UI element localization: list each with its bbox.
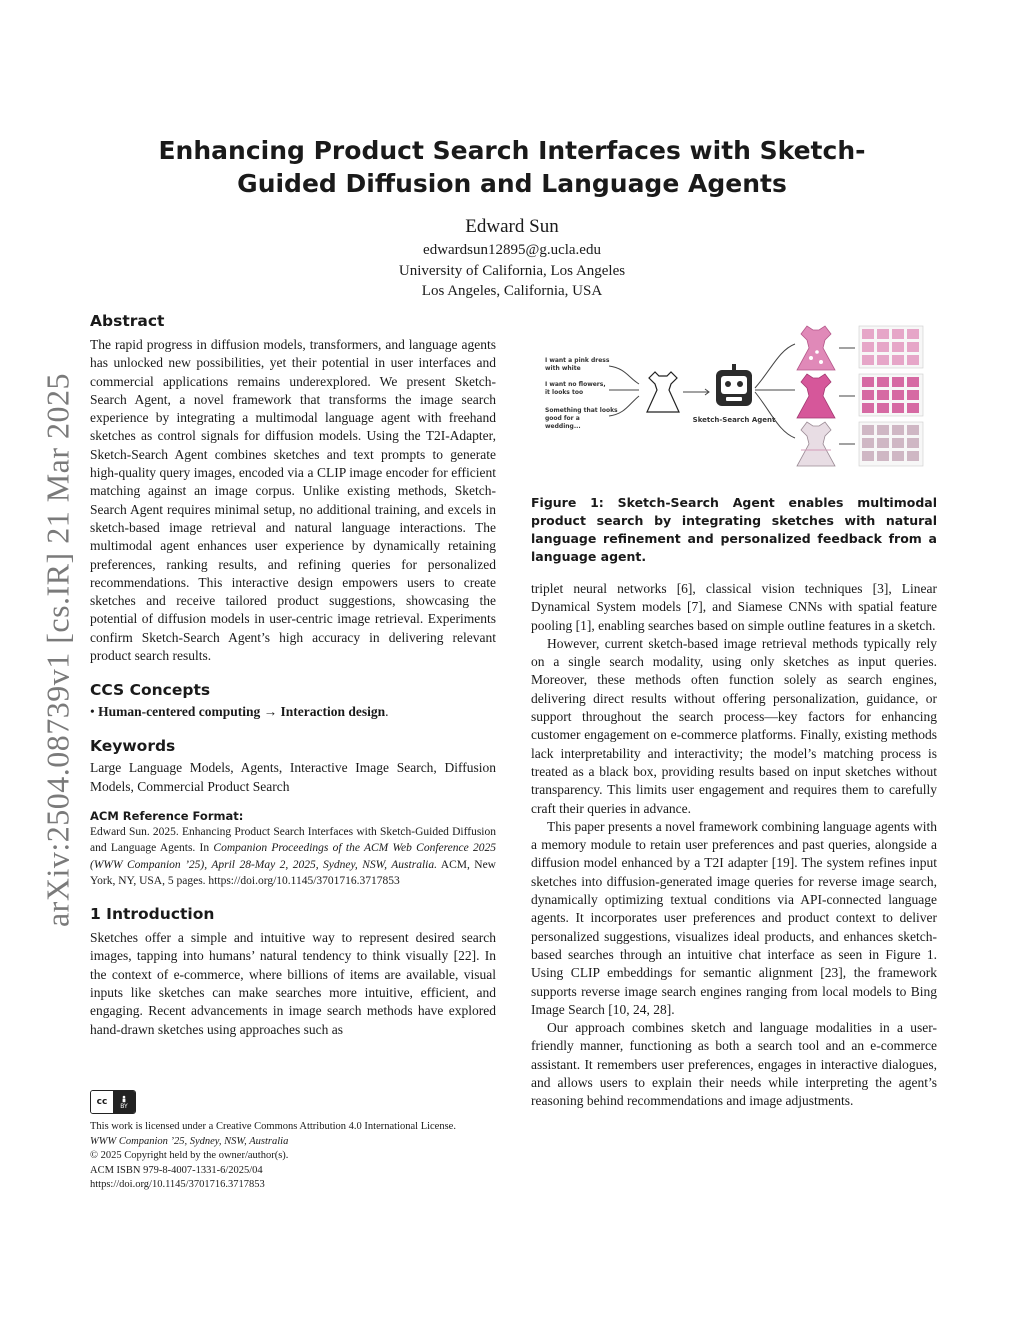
prompt-3-line-2: good for a <box>545 415 580 422</box>
author-location: Los Angeles, California, USA <box>421 283 603 299</box>
prompt-1-text <box>545 357 612 372</box>
by-icon <box>113 1091 135 1113</box>
figure-1-caption: Figure 1: Sketch-Search Agent enables multimodal product search by integrating sketches with natural language refinement and personalized feedback from a language agent. <box>531 495 937 564</box>
arrow-branch-3 <box>755 392 795 438</box>
generated-dress-1 <box>797 326 835 370</box>
generated-dress-3 <box>797 422 835 466</box>
venue-line: WWW Companion ’25, Sydney, NSW, Australia <box>90 1135 289 1147</box>
acm-reference-text <box>90 824 496 889</box>
arxiv-identifier: arXiv:2504.08739v1 [cs.IR] 21 Mar 2025 <box>39 372 76 928</box>
keywords-heading: Keywords <box>90 737 176 756</box>
acm-reference-venue: Companion Proceedings of the ACM Web Conference 2025 (WWW Companion ’25), April 28-May 2, 2025, Sydney, NSW, Australia. <box>90 842 497 871</box>
prompt-3-line-1: Something that looks <box>545 407 618 414</box>
ccs-concepts <box>90 703 496 721</box>
person-icon <box>120 1095 128 1103</box>
right-column <box>531 580 937 1111</box>
prompt-2-line-2: it looks too <box>545 389 584 396</box>
author-email: edwardsun12895@g.ucla.edu <box>423 242 601 258</box>
figure-1-diagram <box>539 320 929 470</box>
acm-reference-heading: ACM Reference Format: <box>90 808 244 823</box>
arrow-branch-1 <box>755 344 795 388</box>
abstract-text: The rapid progress in diffusion models, transformers, and language agents has unlocked new possibilities, yet their potential in user interfaces and commercial applications remains underexplored. We present Sketch-Search Agent, a novel framework that transforms the image search experience by integrating a multimodal language agent with freehand sketches as control signals for diffusion models. Using the T2I-Adapter, Sketch-Search Agent combines sketches and text prompts to generate high-quality query images, encoded via a CLIP image encoder for efficient matching against an image corpus. Unlike existing methods, Sketch-Search Agent requires minimal setup, no additional training, and excels in sketch-based image retrieval and natural language interactions. The multimodal agent enhances user experience by dynamically retaining preferences, ranking results, and refining queries for personalized recommendations. This interactive design empowers users to create sketches and receive tailored product suggestions, showcasing the potential of diffusion models in user-centric image retrieval. Experiments confirm Sketch-Search Agent’s high accuracy in delivering relevant product search results. <box>90 337 496 664</box>
right-paragraph-1: triplet neural networks [6], classical vision techniques [3], Linear Dynamical System models [7], and Siamese CNNs with spatial feature pooling [1], enabling searches based on simple outline features in a sketch. <box>531 581 937 633</box>
prompt-2-line-1: I want no flowers, <box>545 381 606 388</box>
agent-label: Sketch-Search Agent <box>692 416 776 424</box>
author-affiliation: University of California, Los Angeles <box>398 262 626 279</box>
right-paragraph-4: Our approach combines sketch and language modalities in a user-friendly manner, functioning as both a search tool and an e-commerce assistant. It remembers user preferences, engages in interactive dialogues, and allows users to explain their needs while interpreting the agent’s reasoning behind recommendations and image adjustments. <box>531 1020 937 1109</box>
arrow-prompt-1 <box>609 366 639 384</box>
prompt-3-line-3: wedding... <box>545 423 581 430</box>
prompt-2-text <box>545 381 608 396</box>
doi-line: https://doi.org/10.1145/3701716.3717853 <box>90 1179 265 1190</box>
generated-dress-2 <box>797 374 835 418</box>
cc-label: cc <box>96 1097 108 1107</box>
cc-icon <box>91 1091 113 1113</box>
license-line: This work is licensed under a Creative Commons Attribution 4.0 International License. <box>90 1121 456 1132</box>
paper-title: Enhancing Product Search Interfaces with Sketch-Guided Diffusion and Language Agents <box>158 136 866 198</box>
license-block <box>90 1090 500 1193</box>
dress-sketch-icon <box>647 372 679 412</box>
abstract-heading: Abstract <box>90 312 165 330</box>
figure-1 <box>539 320 929 470</box>
by-label: BY <box>120 1102 128 1110</box>
ccs-period: . <box>385 704 389 720</box>
ccs-bullet: • <box>90 704 95 720</box>
keywords-text: Large Language Models, Agents, Interactive Image Search, Diffusion Models, Commercial Product Search <box>90 760 496 794</box>
cc-by-icon <box>90 1090 136 1114</box>
author-block <box>262 214 762 302</box>
result-grid-3 <box>859 422 923 466</box>
ccs-term-1: Human-centered computing <box>98 704 261 720</box>
prompt-3-text <box>545 407 620 430</box>
prompt-1-line-1: I want a pink dress <box>545 357 610 364</box>
result-grid-2 <box>859 374 923 416</box>
acm-reference-part2: ACM, New York, NY, USA, 5 pages. https://doi.org/10.1145/3701716.3717853 <box>90 858 496 887</box>
author-name: Edward Sun <box>465 216 559 237</box>
robot-agent-icon <box>716 364 752 406</box>
introduction-text: Sketches offer a simple and intuitive way to represent desired search images, tapping into humans’ natural tendency to think visually [22]. In the context of e-commerce, where billions of items are available, visual inputs like sketches can make searches more intuitive, efficient, and engaging. Recent advancements in image search methods have explored hand-drawn sketches using approaches such as <box>90 930 496 1037</box>
prompt-1-line-2: with white <box>545 365 581 372</box>
ccs-arrow: → <box>263 704 278 720</box>
result-grid-1 <box>859 326 923 368</box>
acm-reference-part1: Edward Sun. 2025. Enhancing Product Search Interfaces with Sketch-Guided Diffusion and Language Agents. In <box>90 825 496 855</box>
copyright-line: © 2025 Copyright held by the owner/author(s). <box>90 1150 289 1161</box>
ccs-heading: CCS Concepts <box>90 681 211 700</box>
introduction-heading: 1 Introduction <box>90 905 215 924</box>
ccs-term-2: Interaction design <box>280 704 386 720</box>
right-paragraph-2: However, current sketch-based image retrieval methods typically rely on a single search modality, using only sketches as input queries. Moreover, these methods often function solely as search engines, delivering direct results without offering personalization, guidance, or support throughout the search process—key factors for enhancing customer engagement on e-commerce platforms. Finally, existing methods lack interpretability and interactivity; the model’s matching process is treated as a black box, providing results based on input sketches without transparency. This limits user engagement and requires them to carefully craft their queries in advance. <box>531 635 937 816</box>
right-paragraph-3: This paper presents a novel framework combining language agents with a memory module to retain user preferences and past queries, alongside a diffusion model enhanced by a T2I adapter [19]. The system refines input sketches into diffusion-generated image queries for reverse image search, dynamically optimizing textual conditions via API-connected language agents. It incorporates user preferences and product context to deliver personalized suggestions, visualizes ideal products, and enhances sketch-based searches through an intuitive chat interface as seen in Figure 1. Using CLIP embeddings for semantic alignment [23], the framework supports reverse image search engines ranging from local models to Bing Image Search [10, 24, 28]. <box>531 818 937 1017</box>
left-column <box>90 310 496 1039</box>
isbn-line: ACM ISBN 979-8-4007-1331-6/2025/04 <box>90 1164 263 1176</box>
